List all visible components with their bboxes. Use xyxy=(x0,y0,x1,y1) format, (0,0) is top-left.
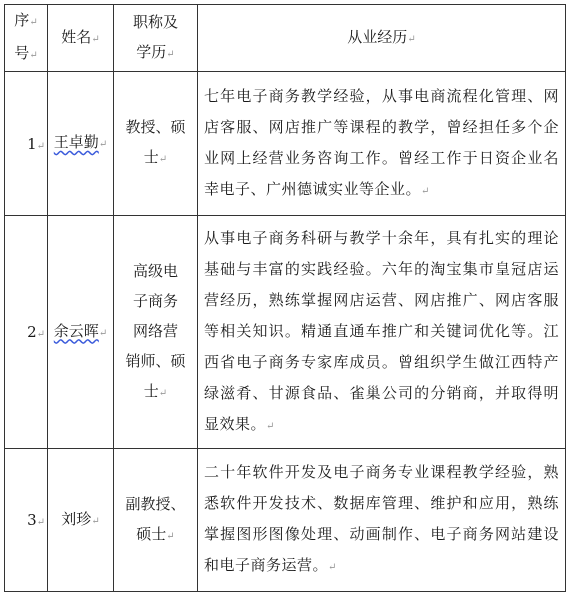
header-index: 序↵ 号↵ xyxy=(5,5,48,72)
table-row xyxy=(5,72,566,216)
row-index: 3↵ xyxy=(5,449,48,592)
header-index-line2: 号 xyxy=(14,44,30,62)
row-title: 教授、硕 士↵ xyxy=(114,72,198,216)
row-name: 余云晖↵ xyxy=(48,216,114,449)
staff-table xyxy=(4,4,566,592)
header-experience: 从业经历↵ xyxy=(198,5,566,72)
header-name: 姓名↵ xyxy=(48,5,114,72)
row-name: 刘珍↵ xyxy=(48,449,114,592)
row-experience: 七年电子商务教学经验，从事电商流程化管理、网店客服、网店推广等课程的教学，曾经担任多个企业网上经营业务咨询工作。曾经工作于日资企业名幸电子、广州德诚实业等企业。↵ xyxy=(198,72,566,216)
header-row xyxy=(5,5,566,72)
row-name-text: 刘珍 xyxy=(61,509,92,528)
row-index: 2↵ xyxy=(5,216,48,449)
row-experience: 二十年软件开发及电子商务专业课程教学经验，熟悉软件开发技术、数据库管理、维护和应用，熟练掌握图形图像处理、动画制作、电子商务网站建设和电子商务运营。↵ xyxy=(198,449,566,592)
row-title: 副教授、 硕士↵ xyxy=(114,449,198,592)
row-index: 1↵ xyxy=(5,72,48,216)
header-title-line1: 职称及 xyxy=(132,12,178,31)
row-name-text: 王卓勤 xyxy=(53,133,99,151)
header-name-text: 姓名 xyxy=(61,27,92,46)
header-experience-text: 从业经历 xyxy=(347,27,408,46)
table-row xyxy=(5,216,566,449)
header-title-line2: 学历 xyxy=(136,42,167,61)
row-title: 高级电 子商务 网络营 销师、硕 士↵ xyxy=(114,216,198,449)
row-name-text: 余云晖 xyxy=(53,321,99,340)
row-name: 王卓勤↵ xyxy=(48,72,114,216)
row-experience: 从事电子商务科研与教学十余年，具有扎实的理论基础与丰富的实践经验。六年的淘宝集市皇冠店运营经历，熟练掌握网店运营、网店推广、网店客服等相关知识。精通直通车推广和关键词优化等。江西省电子商务专家库成员。曾组织学生做江西特产绿滋肴、甘源食品、雀巢公司的分销商，并取得明显效果。↵ xyxy=(198,216,566,449)
table-row xyxy=(5,449,566,592)
header-title: 职称及 学历↵ xyxy=(114,5,198,72)
header-index-line1: 序 xyxy=(14,11,30,29)
